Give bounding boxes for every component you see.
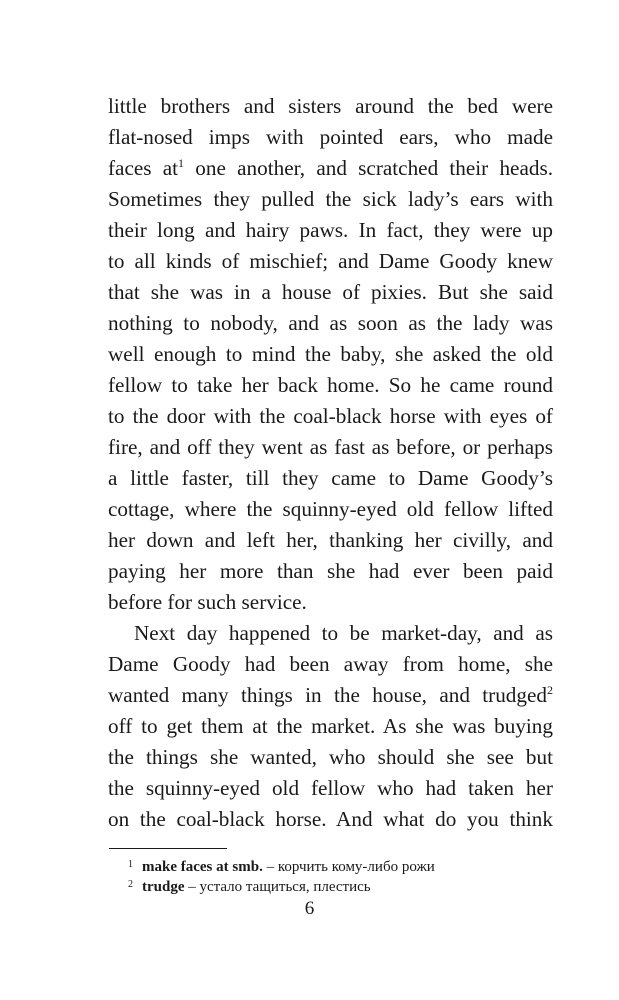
text-line: flat-nosed imps with pointed ears, who made xyxy=(108,125,553,149)
footnote-term: make faces at smb. xyxy=(142,859,263,875)
text-fragment: faces at xyxy=(108,156,179,180)
text-line: cottage, where the squinny-eyed old fellow lifted xyxy=(108,497,553,521)
text-line: Dame Goody had been away from home, she xyxy=(108,652,553,676)
footnote xyxy=(128,875,548,895)
text-line: Sometimes they pulled the sick lady’s ears with xyxy=(108,187,553,211)
text-line: nothing to nobody, and as soon as the lady was xyxy=(108,311,553,335)
text-line: her down and left her, thanking her civilly, and xyxy=(108,528,553,552)
footnote-number: 2 xyxy=(128,879,133,890)
text-line: on the coal-black horse. And what do you think xyxy=(108,807,553,831)
body-text xyxy=(108,91,553,835)
text-line: to the door with the coal-black horse with eyes of xyxy=(108,404,553,428)
page-number: 6 xyxy=(304,898,315,919)
text-line: little brothers and sisters around the bed were xyxy=(108,94,553,118)
footnote xyxy=(128,855,548,875)
footnote-divider xyxy=(109,848,227,849)
paragraph-start-line: Next day happened to be market-day, and as xyxy=(134,621,553,645)
text-line: well enough to mind the baby, she asked the old xyxy=(108,342,553,366)
text-line xyxy=(108,680,553,711)
text-line: that she was in a house of pixies. But she said xyxy=(108,280,553,304)
text-line: the things she wanted, who should she see but xyxy=(108,745,553,769)
footnote-marker: 2 xyxy=(547,683,553,697)
text-line: fellow to take her back home. So he came round xyxy=(108,373,553,397)
text-line: off to get them at the market. As she was buying xyxy=(108,714,553,738)
text-line: fire, and off they went as fast as before, or perhaps xyxy=(108,435,553,459)
text-line xyxy=(108,153,553,184)
text-line: to all kinds of mischief; and Dame Goody knew xyxy=(108,249,553,273)
footnote-marker: 1 xyxy=(178,156,185,170)
footnote-definition: – корчить кому-либо рожи xyxy=(262,859,435,875)
text-line: before for such service. xyxy=(108,590,307,614)
text-fragment: one another, and scratched their heads. xyxy=(195,156,553,180)
footnote-term: trudge xyxy=(142,879,185,895)
text-line: their long and hairy paws. In fact, they were up xyxy=(108,218,553,242)
footnote-definition: – устало тащиться, плестись xyxy=(184,879,371,895)
text-line: a little faster, till they came to Dame Goody’s xyxy=(108,466,553,490)
footnotes xyxy=(128,855,548,895)
text-line: paying her more than she had ever been paid xyxy=(108,559,553,583)
text-fragment: wanted many things in the house, and trudged xyxy=(108,683,547,707)
text-line: the squinny-eyed old fellow who had taken her xyxy=(108,776,553,800)
footnote-number: 1 xyxy=(128,859,133,870)
